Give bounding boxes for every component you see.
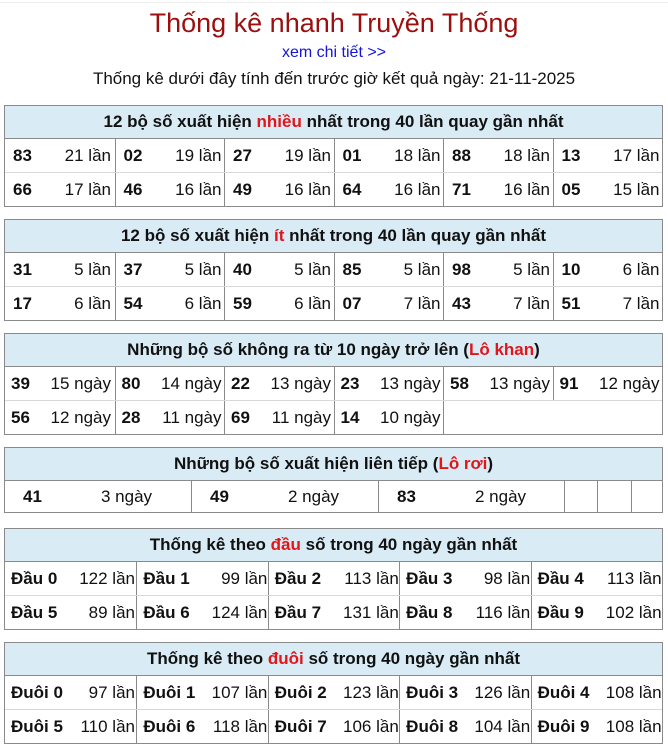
number-cell: 37 5 lần <box>115 253 225 286</box>
number-cell: 28 11 ngày <box>115 401 225 434</box>
most-frequent-panel <box>4 105 663 207</box>
number-cell: 13 17 lần <box>553 139 663 172</box>
table-row <box>5 367 662 400</box>
number-cell: Đầu 5 89 lần <box>11 602 135 622</box>
number-cell: Đuôi 8 104 lần <box>399 710 530 743</box>
number-cell: 07 7 lần <box>334 287 444 320</box>
number-cell: 49 2 ngày <box>191 481 378 512</box>
number-cell: 27 19 lần <box>224 139 334 172</box>
number-cell: Đuôi 7 106 lần <box>268 710 399 743</box>
stats-date-note: Thống kê dưới đây tính đến trước giờ kết quả ngày: 21-11-2025 <box>92 69 576 88</box>
highlight-word: đuôi <box>267 649 304 668</box>
table-row <box>5 676 662 709</box>
table-row <box>5 400 662 434</box>
number-cell: Đầu 3 98 lần <box>399 562 530 595</box>
table-row <box>5 595 662 629</box>
table-row <box>5 709 662 743</box>
panel-heading: Thống kê theo đầu số trong 40 ngày gần nhất <box>5 529 662 562</box>
highlight-word: nhiều <box>256 112 302 131</box>
number-cell: 80 14 ngày <box>115 367 225 400</box>
number-cell: Đuôi 4 108 lần <box>531 676 662 709</box>
number-cell: 59 6 lần <box>224 287 334 320</box>
empty-cell <box>564 481 597 512</box>
number-grid <box>5 676 662 743</box>
top-divider <box>0 2 668 3</box>
number-cell: Đuôi 3 126 lần <box>399 676 530 709</box>
page-title: Thống kê nhanh Truyền Thống <box>149 8 519 38</box>
lo-khan-panel <box>4 333 663 435</box>
empty-cell <box>443 401 553 434</box>
table-row <box>5 562 662 595</box>
empty-cell <box>631 481 662 512</box>
number-cell: 17 6 lần <box>13 293 111 313</box>
table-row <box>5 481 662 512</box>
highlight-word: Lô rơi <box>438 454 488 473</box>
number-cell: Đầu 8 116 lần <box>399 596 530 629</box>
number-grid <box>5 253 662 320</box>
number-cell: 58 13 ngày <box>443 367 553 400</box>
number-cell: 41 3 ngày <box>23 486 153 506</box>
number-cell: 10 6 lần <box>553 253 663 286</box>
lo-roi-panel <box>4 447 663 513</box>
table-row <box>5 286 662 320</box>
number-cell: Đuôi 0 97 lần <box>11 682 135 702</box>
number-cell: Đuôi 2 123 lần <box>268 676 399 709</box>
number-cell: 02 19 lần <box>115 139 225 172</box>
number-cell: Đầu 0 122 lần <box>11 568 135 588</box>
empty-cell <box>597 481 631 512</box>
number-cell: 64 16 lần <box>334 173 444 206</box>
number-cell: 51 7 lần <box>553 287 663 320</box>
panel-heading: 12 bộ số xuất hiện ít nhất trong 40 lần quay gần nhất <box>5 220 662 253</box>
number-cell: 31 5 lần <box>13 259 111 279</box>
number-cell: Đầu 9 102 lần <box>531 596 662 629</box>
number-cell: Đuôi 6 118 lần <box>136 710 267 743</box>
empty-cell <box>553 401 663 434</box>
number-cell: 46 16 lần <box>115 173 225 206</box>
number-grid <box>5 481 662 512</box>
number-cell: Đầu 7 131 lần <box>268 596 399 629</box>
table-row <box>5 139 662 172</box>
dau-stats-panel <box>4 528 663 630</box>
number-cell: 49 16 lần <box>224 173 334 206</box>
number-cell: 69 11 ngày <box>224 401 334 434</box>
highlight-word: ít <box>274 226 285 245</box>
number-grid <box>5 367 662 434</box>
panel-heading: Những bộ số xuất hiện liên tiếp (Lô rơi) <box>5 448 662 481</box>
number-cell: 88 18 lần <box>443 139 553 172</box>
least-frequent-panel <box>4 219 663 321</box>
number-cell: 91 12 ngày <box>553 367 663 400</box>
number-cell: Đầu 1 99 lần <box>136 562 267 595</box>
number-cell: Đầu 2 113 lần <box>268 562 399 595</box>
table-row <box>5 253 662 286</box>
highlight-word: Lô khan <box>468 340 535 359</box>
table-row <box>5 172 662 206</box>
number-cell: 43 7 lần <box>443 287 553 320</box>
number-grid <box>5 562 662 629</box>
number-cell: Đầu 6 124 lần <box>136 596 267 629</box>
number-cell: 71 16 lần <box>443 173 553 206</box>
number-cell: Đuôi 1 107 lần <box>136 676 267 709</box>
number-cell: 85 5 lần <box>334 253 444 286</box>
highlight-word: đầu <box>270 535 301 554</box>
number-cell: Đuôi 9 108 lần <box>531 710 662 743</box>
number-cell: 22 13 ngày <box>224 367 334 400</box>
number-cell: 56 12 ngày <box>11 407 111 427</box>
number-cell: 54 6 lần <box>115 287 225 320</box>
number-cell: 40 5 lần <box>224 253 334 286</box>
panel-heading: Những bộ số không ra từ 10 ngày trở lên (Lô khan) <box>5 334 662 367</box>
number-cell: 66 17 lần <box>13 179 111 199</box>
number-cell: 83 2 ngày <box>378 481 564 512</box>
panel-heading: 12 bộ số xuất hiện nhiều nhất trong 40 lần quay gần nhất <box>5 106 662 139</box>
duoi-stats-panel <box>4 642 663 744</box>
number-cell: 01 18 lần <box>334 139 444 172</box>
view-details-link[interactable]: xem chi tiết >> <box>281 44 387 61</box>
panel-heading: Thống kê theo đuôi số trong 40 ngày gần nhất <box>5 643 662 676</box>
number-cell: 14 10 ngày <box>334 401 444 434</box>
number-cell: Đầu 4 113 lần <box>531 562 662 595</box>
number-grid <box>5 139 662 206</box>
number-cell: 05 15 lần <box>553 173 663 206</box>
number-cell: 83 21 lần <box>13 145 111 165</box>
number-cell: 23 13 ngày <box>334 367 444 400</box>
number-cell: 39 15 ngày <box>11 373 111 393</box>
number-cell: 98 5 lần <box>443 253 553 286</box>
number-cell: Đuôi 5 110 lần <box>11 716 135 736</box>
